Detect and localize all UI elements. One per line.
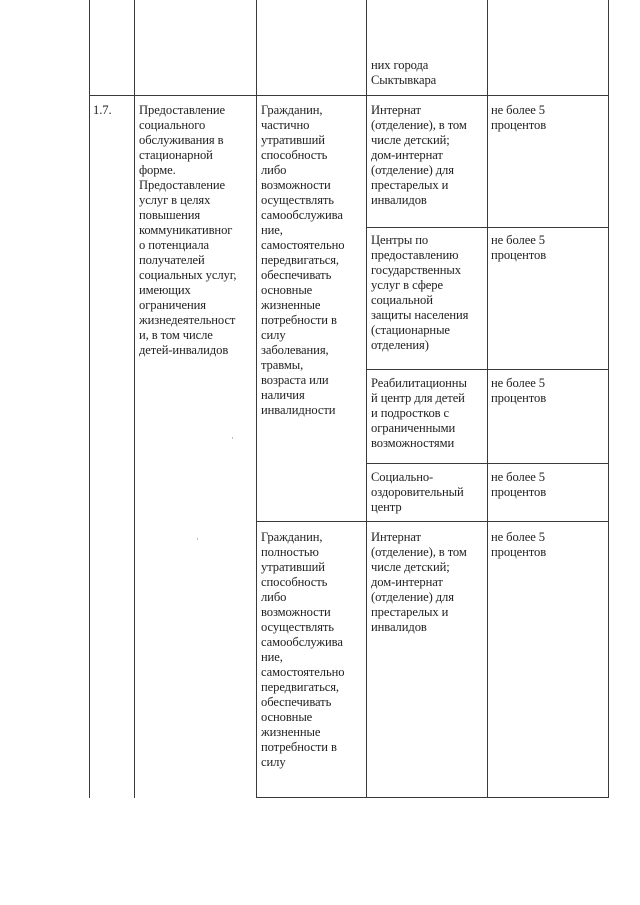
table-rule	[487, 0, 488, 798]
table-rule	[608, 0, 609, 798]
scan-speck: ·	[231, 433, 234, 443]
provider-name: Интернат (отделение), в том числе детский; дом-интернат (отделение) для престарелых и инвалидов	[371, 530, 467, 634]
limit-value: не более 5 процентов	[491, 103, 547, 132]
limit-value: не более 5 процентов	[491, 376, 547, 405]
top-row-provider-cell: них города Сыктывкара	[371, 58, 437, 87]
recipient-full-loss: Гражданин, полностью утративший способность либо возможности осуществлять самообслужива ние, самостоятельно передвигаться, обеспечивать основные жизненные потребности в силу	[261, 530, 345, 769]
limit-value: не более 5 процентов	[491, 470, 547, 499]
limit-value: не более 5 процентов	[491, 233, 547, 262]
table-rule	[256, 521, 609, 522]
row-number: 1.7.	[93, 103, 112, 117]
table-rule	[89, 95, 609, 96]
table-rule	[256, 797, 609, 798]
table-rule	[134, 0, 135, 798]
provider-name: Социально- оздоровительный центр	[371, 470, 464, 514]
provider-name: Центры по предоставлению государственных услуг в сфере социальной защиты населения (стационарные отделения)	[371, 233, 469, 352]
table-rule	[366, 0, 367, 798]
service-description: Предоставление социального обслуживания в стационарной форме. Предоставление услуг в целях повышения коммуникативног о потенциала получателей социальных услуг, имеющих ограничения жизнедеятельност и, в том числе детей-инвалидов	[139, 103, 237, 357]
limit-value: не более 5 процентов	[491, 530, 547, 559]
provider-name: Реабилитационны й центр для детей и подростков с ограниченными возможностями	[371, 376, 467, 450]
table-rule	[256, 0, 257, 798]
scan-speck: ·	[196, 534, 199, 544]
table-rule	[89, 0, 90, 798]
provider-name: Интернат (отделение), в том числе детский; дом-интернат (отделение) для престарелых и инвалидов	[371, 103, 467, 207]
recipient-partial-loss: Гражданин, частично утративший способность либо возможности осуществлять самообслужива ние, самостоятельно передвигаться, обеспечивать основные жизненные потребности в силу заболевания, травмы, возраста или наличия инвалидности	[261, 103, 345, 417]
